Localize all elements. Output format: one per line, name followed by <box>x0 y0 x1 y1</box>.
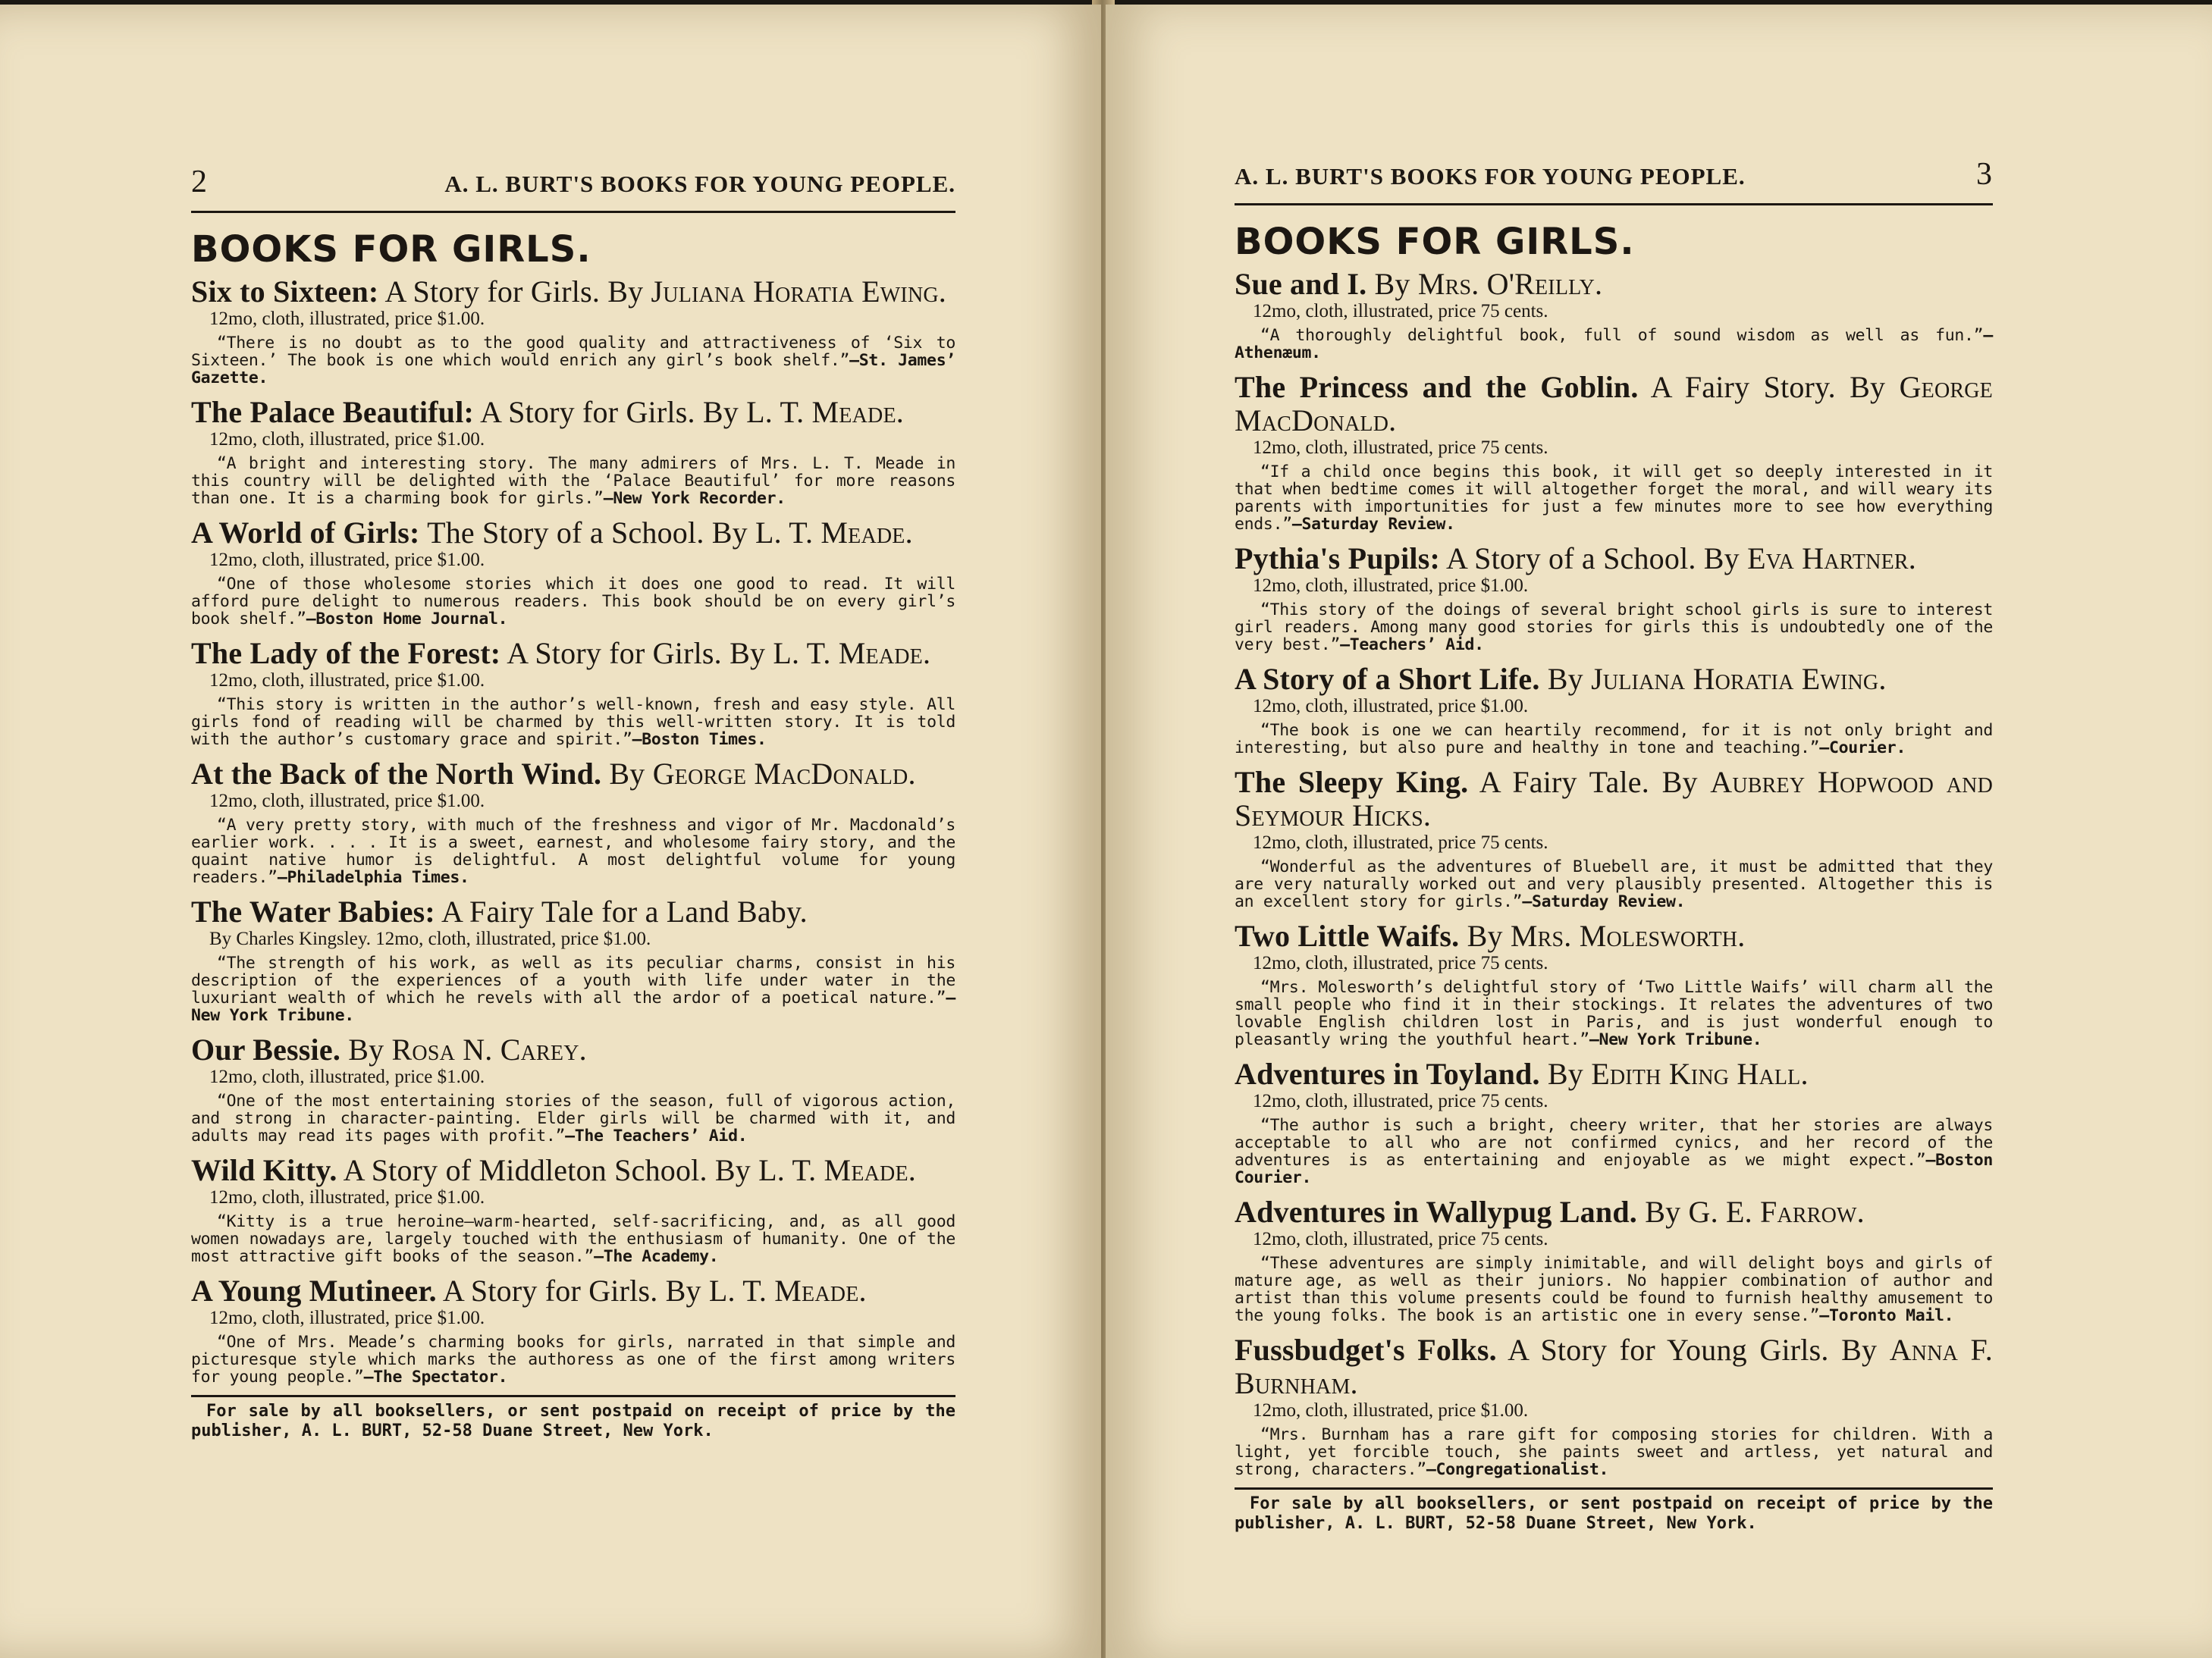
book-author: Mrs. Molesworth. <box>1510 919 1746 953</box>
book-entry <box>1235 1196 1993 1324</box>
book-entry <box>191 275 955 387</box>
book-heading <box>191 637 955 670</box>
book-heading <box>1235 920 1993 953</box>
review-quote: “Mrs. Burnham has a rare gift for composing stories for children. With a light, yet forcible touch, she paints sweet and artless, yet natural and strong, characters.” <box>1235 1425 1993 1479</box>
review-source: —Teachers’ Aid. <box>1340 635 1484 654</box>
review-quote: “There is no doubt as to the good quality and attractiveness of ‘Six to Sixteen.’ The book is one which would enrich any girl’s book shelf.” <box>191 334 955 370</box>
book-details: 12mo, cloth, illustrated, price $1.00. <box>209 309 485 329</box>
right-running-head <box>1235 156 1993 205</box>
book-heading <box>1235 542 1993 575</box>
book-author: Rosa N. Carey. <box>391 1033 587 1067</box>
review-quote: “A bright and interesting story. The many admirers of Mrs. L. T. Meade in this country will be delighted with the ‘Palace Beautiful’ for more reasons than one. It is a charming book for girls.” <box>191 454 955 508</box>
book-subtitle: By <box>348 1033 384 1067</box>
book-review <box>1235 601 1993 653</box>
review-source: —Saturday Review. <box>1291 515 1455 534</box>
book-review <box>1235 1117 1993 1186</box>
book-details: 12mo, cloth, illustrated, price $1.00. <box>209 1308 485 1328</box>
book-entry <box>1235 542 1993 653</box>
book-title: The Lady of the Forest: <box>191 636 501 670</box>
book-details: 12mo, cloth, illustrated, price 75 cents. <box>1253 832 1548 853</box>
book-details: 12mo, cloth, illustrated, price $1.00. <box>1253 575 1529 596</box>
book-review <box>191 1092 955 1145</box>
book-details: 12mo, cloth, illustrated, price $1.00. <box>209 429 485 450</box>
book-subtitle: A Story of Middleton School. By <box>343 1153 751 1187</box>
review-source: —Saturday Review. <box>1522 892 1686 911</box>
book-heading <box>191 895 955 929</box>
book-subtitle: A Story for Girls. By <box>384 274 644 309</box>
book-author: Mrs. O'Reilly. <box>1417 267 1603 301</box>
book-entry <box>1235 371 1993 533</box>
review-source: —St. James’ Gazette. <box>191 351 955 387</box>
book-review <box>1235 722 1993 757</box>
book-title: Two Little Waifs. <box>1235 919 1460 953</box>
book-review <box>1235 327 1993 362</box>
book-title: Our Bessie. <box>191 1033 341 1067</box>
review-quote: “The strength of his work, as well as its peculiar charms, consist in his description of the experiences of a youth with life under water in the luxuriant wealth of which he revels with all the ardor of a poetical nature.” <box>191 954 955 1008</box>
left-page-number: 2 <box>191 165 208 199</box>
book-review <box>1235 858 1993 910</box>
book-entry <box>1235 920 1993 1048</box>
book-entry <box>1235 1334 1993 1478</box>
book-review <box>191 1334 955 1386</box>
book-author: L. T. Meade. <box>773 636 931 670</box>
review-quote: “One of the most entertaining stories of the season, full of vigorous action, and strong in character-painting. Elder girls will be charmed with it, and adults may read its pages with profit.” <box>191 1092 955 1146</box>
book-details: 12mo, cloth, illustrated, price $1.00. <box>209 550 485 570</box>
book-details: 12mo, cloth, illustrated, price $1.00. <box>209 670 485 691</box>
review-source: —Courier. <box>1819 738 1906 757</box>
review-source: —Toronto Mail. <box>1819 1306 1954 1325</box>
book-author: Juliana Horatia Ewing. <box>1591 662 1887 696</box>
book-author: Anna F. Burnham. <box>1235 1333 1993 1400</box>
book-entry <box>191 1154 955 1265</box>
book-title: A World of Girls: <box>191 516 420 550</box>
book-title: Six to Sixteen: <box>191 274 379 309</box>
review-quote: “The book is one we can heartily recommend, for it is not only bright and interesting, but also pure and healthy in tone and teaching.” <box>1235 721 1993 757</box>
book-entry <box>1235 663 1993 757</box>
review-quote: “Mrs. Molesworth’s delightful story of ‘Two Little Waifs’ will charm all the small people who find it in their stockings. It relates the adventures of two lovable English children lost in Paris, and is just wonderful enough to pleasantly wring the youthful heart.” <box>1235 978 1993 1049</box>
book-author: George MacDonald. <box>1235 370 1993 437</box>
book-title: Fussbudget's Folks. <box>1235 1333 1497 1367</box>
right-running-title: A. L. BURT'S BOOKS FOR YOUNG PEOPLE. <box>1235 163 1746 190</box>
left-section-title: BOOKS FOR GIRLS. <box>191 228 591 271</box>
book-details: 12mo, cloth, illustrated, price $1.00. <box>1253 696 1529 716</box>
book-subtitle: A Story for Girls. By <box>480 395 739 429</box>
book-title: The Water Babies: <box>191 895 435 929</box>
left-running-title: A. L. BURT'S BOOKS FOR YOUNG PEOPLE. <box>444 171 955 197</box>
book-subtitle: A Story for Girls. By <box>442 1274 701 1308</box>
book-review <box>1235 1426 1993 1478</box>
book-subtitle: By <box>1547 662 1583 696</box>
left-page <box>0 5 1101 1658</box>
book-heading <box>1235 1196 1993 1229</box>
book-heading <box>191 1033 955 1067</box>
book-details: 12mo, cloth, illustrated, price 75 cents. <box>1253 953 1548 973</box>
right-section-title: BOOKS FOR GIRLS. <box>1235 221 1635 263</box>
book-details: 12mo, cloth, illustrated, price 75 cents. <box>1253 1229 1548 1249</box>
book-review <box>191 455 955 507</box>
book-author: Eva Hartner. <box>1747 541 1916 575</box>
book-title: A Young Mutineer. <box>191 1274 437 1308</box>
book-subtitle: By <box>609 757 645 791</box>
book-author: L. T. Meade. <box>708 1274 867 1308</box>
book-review <box>1235 1255 1993 1324</box>
left-running-head <box>191 164 955 213</box>
book-review <box>1235 463 1993 533</box>
book-details: 12mo, cloth, illustrated, price 75 cents. <box>1253 1091 1548 1111</box>
book-author: Juliana Horatia Ewing. <box>651 274 946 309</box>
book-details: 12mo, cloth, illustrated, price 75 cents. <box>1253 301 1548 321</box>
review-source: —New York Tribune. <box>191 989 955 1025</box>
book-subtitle: A Fairy Tale for a Land Baby. <box>441 895 808 929</box>
review-quote: “This story is written in the author’s well-known, fresh and easy style. All girls fond of reading will be charmed by this well-written story. It is told with the author’s customary grace and spirit.” <box>191 695 955 749</box>
book-review <box>191 816 955 886</box>
book-title: Pythia's Pupils: <box>1235 541 1441 575</box>
review-source: —New York Recorder. <box>603 489 786 508</box>
book-subtitle: By <box>1374 267 1410 301</box>
book-title: A Story of a Short Life. <box>1235 662 1540 696</box>
book-author: George MacDonald. <box>652 757 916 791</box>
left-entries <box>191 275 955 1386</box>
review-quote: “A very pretty story, with much of the freshness and vigor of Mr. Macdonald’s earlier work. . . . It is a sweet, earnest, and wholesome fairy story, and the quaint native humor is delightful. A most delightful volume for young readers.” <box>191 816 955 887</box>
book-title: Adventures in Toyland. <box>1235 1057 1540 1091</box>
book-author: L. T. Meade. <box>746 395 904 429</box>
book-subtitle: A Story of a School. By <box>1446 541 1740 575</box>
book-title: Sue and I. <box>1235 267 1367 301</box>
left-column <box>191 164 955 1441</box>
review-source: —The Spectator. <box>363 1368 508 1387</box>
book-review <box>1235 979 1993 1048</box>
book-title: Wild Kitty. <box>191 1153 337 1187</box>
book-heading <box>191 757 955 791</box>
book-heading <box>191 1274 955 1308</box>
book-subtitle: A Story for Young Girls. By <box>1508 1333 1878 1367</box>
review-quote: “Wonderful as the adventures of Bluebell are, it must be admitted that they are very naturally worked out and very plausibly presented. Altogether this is an excellent story for girls.” <box>1235 857 1993 911</box>
book-entry <box>1235 766 1993 910</box>
book-heading <box>191 396 955 429</box>
book-entry <box>191 1274 955 1386</box>
review-source: —Congregationalist. <box>1426 1460 1609 1479</box>
review-source: —New York Tribune. <box>1589 1030 1762 1049</box>
book-review <box>191 334 955 387</box>
book-entry <box>191 637 955 748</box>
book-review <box>191 1213 955 1265</box>
review-quote: “These adventures are simply inimitable, and will delight boys and girls of mature age, as well as their juniors. No happier combination of author and artist than this volume presents could be found to furnish healthy amusement to the young folks. The book is an artistic one in every sense.” <box>1235 1254 1993 1325</box>
review-quote: “Kitty is a true heroine—warm-hearted, self-sacrificing, and, as all good women nowadays are, largely touched with the enthusiasm of humanity. One of the most attractive gift books of the season.” <box>191 1212 955 1266</box>
book-review <box>191 954 955 1024</box>
book-details: 12mo, cloth, illustrated, price $1.00. <box>209 1187 485 1208</box>
book-title: At the Back of the North Wind. <box>191 757 602 791</box>
review-quote: “One of Mrs. Meade’s charming books for girls, narrated in that simple and picturesque style which marks the authoress as one of the first among writers for young people.” <box>191 1333 955 1387</box>
book-entry <box>191 895 955 1024</box>
review-source: —Boston Times. <box>632 730 767 749</box>
book-entry <box>1235 268 1993 362</box>
book-heading <box>1235 268 1993 301</box>
book-entry <box>1235 1058 1993 1186</box>
book-heading <box>1235 1334 1993 1400</box>
review-source: —Boston Home Journal. <box>306 610 508 628</box>
book-subtitle: A Fairy Tale. By <box>1479 765 1698 799</box>
review-source: —The Academy. <box>594 1247 719 1266</box>
right-footer: For sale by all booksellers, or sent postpaid on receipt of price by the publisher, A. L. BURT, 52-58 Duane Street, New York. <box>1235 1487 1993 1534</box>
book-heading <box>1235 371 1993 437</box>
book-heading <box>1235 663 1993 696</box>
book-heading <box>191 1154 955 1187</box>
right-page-number: 3 <box>1976 157 1993 192</box>
review-quote: “The author is such a bright, cheery writer, that her stories are always acceptable to all who are not confirmed cynics, and her record of the adventures is as entertaining and enjoyable as we might expect.” <box>1235 1116 1993 1170</box>
book-title: The Palace Beautiful: <box>191 395 475 429</box>
book-subtitle: By <box>1645 1195 1681 1229</box>
book-heading <box>1235 1058 1993 1091</box>
book-details: By Charles Kingsley. 12mo, cloth, illustrated, price $1.00. <box>209 929 651 949</box>
book-subtitle: A Fairy Story. By <box>1650 370 1886 404</box>
book-entry <box>191 516 955 628</box>
book-title: The Princess and the Goblin. <box>1235 370 1639 404</box>
book-details: 12mo, cloth, illustrated, price 75 cents. <box>1253 437 1548 458</box>
book-heading <box>191 516 955 550</box>
book-details: 12mo, cloth, illustrated, price $1.00. <box>209 1067 485 1087</box>
book-author: L. T. Meade. <box>755 516 913 550</box>
review-source: —Athenæum. <box>1235 326 1993 362</box>
book-entry <box>191 757 955 886</box>
book-details: 12mo, cloth, illustrated, price $1.00. <box>1253 1400 1529 1421</box>
book-author: Edith King Hall. <box>1591 1057 1809 1091</box>
book-author: Aubrey Hopwood and Seymour Hicks. <box>1235 765 1993 832</box>
book-details: 12mo, cloth, illustrated, price $1.00. <box>209 791 485 811</box>
review-quote: “A thoroughly delightful book, full of sound wisdom as well as fun.” <box>1260 326 1984 345</box>
review-source: —Boston Courier. <box>1235 1151 1993 1187</box>
book-author: L. T. Meade. <box>758 1153 916 1187</box>
review-quote: “This story of the doings of several bright school girls is sure to interest girl readers. Among many good stories for girls this is undoubtedly one of the very best.” <box>1235 600 1993 654</box>
book-author: G. E. Farrow. <box>1688 1195 1865 1229</box>
book-subtitle: The Story of a School. By <box>427 516 748 550</box>
right-column <box>1235 156 1993 1534</box>
book-title: Adventures in Wallypug Land. <box>1235 1195 1637 1229</box>
book-review <box>191 575 955 628</box>
book-subtitle: A Story for Girls. By <box>507 636 766 670</box>
book-subtitle: By <box>1467 919 1503 953</box>
review-quote: “If a child once begins this book, it will get so deeply interested in it that when bedtime comes it will altogether forget the moral, and will weary its parents with importunities for just a few minutes more to see how everything ends.” <box>1235 462 1993 534</box>
book-entry <box>191 1033 955 1145</box>
left-footer: For sale by all booksellers, or sent postpaid on receipt of price by the publisher, A. L. BURT, 52-58 Duane Street, New York. <box>191 1395 955 1441</box>
review-quote: “One of those wholesome stories which it does one good to read. It will afford pure delight to numerous readers. This book should be on every girl’s book shelf.” <box>191 575 955 628</box>
book-subtitle: By <box>1547 1057 1583 1091</box>
review-source: —The Teachers’ Aid. <box>565 1127 748 1146</box>
review-source: —Philadelphia Times. <box>277 868 469 887</box>
book-title: The Sleepy King. <box>1235 765 1469 799</box>
right-page <box>1106 5 2212 1658</box>
right-entries <box>1235 268 1993 1478</box>
book-review <box>191 696 955 748</box>
book-heading <box>1235 766 1993 832</box>
book-heading <box>191 275 955 309</box>
book-entry <box>191 396 955 507</box>
